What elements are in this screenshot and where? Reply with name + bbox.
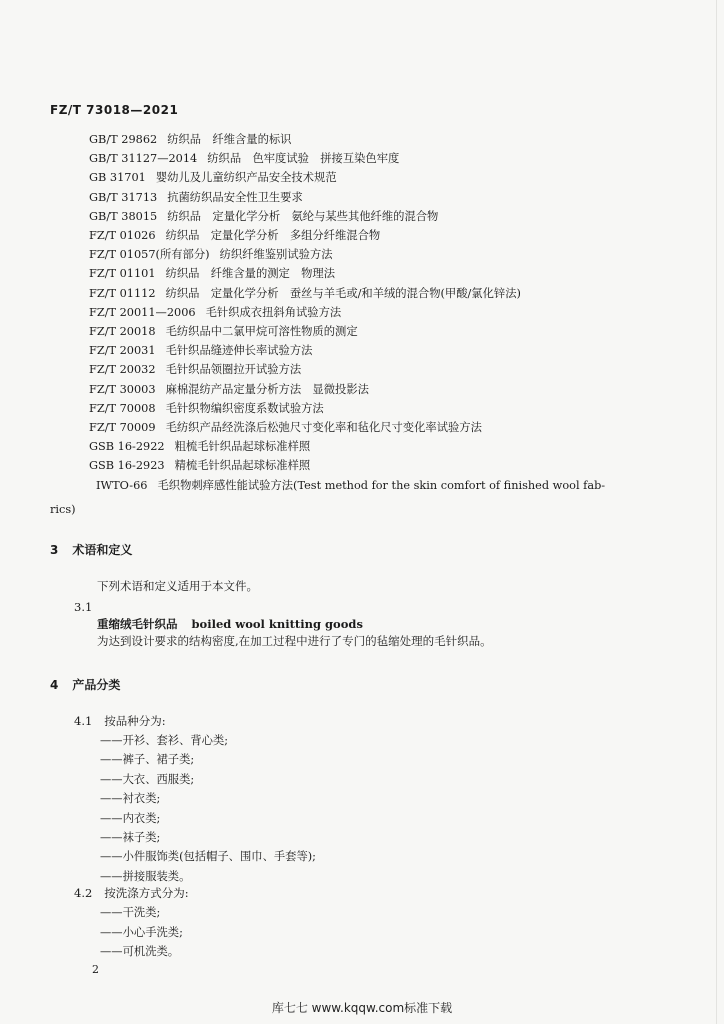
reference-code: FZ/T 01112 (89, 286, 156, 300)
reference-code: IWTO-66 (96, 478, 148, 492)
reference-item (89, 150, 399, 166)
section-title: 产品分类 (72, 678, 121, 692)
reference-title: 毛织物刺痒感性能试验方法(Test method for the skin comfort of finished wool fab- (157, 478, 606, 492)
reference-code: GB/T 31127—2014 (89, 152, 198, 166)
reference-title: 纺织品 色牢度试验 拼接互染色牢度 (207, 152, 400, 166)
reference-item (89, 227, 380, 243)
reference-title: 纺织品 纤维含量的标识 (167, 133, 292, 146)
reference-item (89, 419, 482, 435)
subsection-text: 按洗涤方式分为: (104, 886, 189, 900)
term-english: boiled wool knitting goods (191, 617, 363, 631)
subsection-4-1 (74, 713, 166, 729)
section-number: 4 (50, 678, 59, 692)
category-item: ——裤子、裙子类; (100, 753, 195, 767)
reference-item (89, 189, 303, 205)
reference-title: 毛纺织产品经洗涤后松弛尺寸变化率和毡化尺寸变化率试验方法 (165, 421, 482, 434)
reference-continuation: rics) (50, 503, 76, 516)
reference-code: FZ/T 20031 (89, 344, 156, 358)
term-definition: 为达到设计要求的结构密度,在加工过程中进行了专门的毡缩处理的毛针织品。 (97, 634, 492, 648)
reference-item (89, 457, 310, 473)
reference-code: FZ/T 70008 (89, 401, 156, 415)
reference-title: 毛针织物编织密度系数试验方法 (165, 401, 324, 415)
reference-title: 毛纺织品中二氯甲烷可溶性物质的测定 (165, 325, 358, 338)
reference-item (89, 400, 324, 416)
section-title: 术语和定义 (72, 543, 133, 557)
section-3-heading (50, 541, 132, 558)
category-item: ——可机洗类。 (100, 945, 180, 958)
reference-code: FZ/T 20018 (89, 325, 156, 338)
reference-title: 麻棉混纺产品定量分析方法 显微投影法 (165, 382, 369, 396)
page-number: 2 (92, 963, 99, 976)
reference-title: 婴幼儿及儿童纺织产品安全技术规范 (155, 171, 337, 185)
reference-item (89, 246, 333, 262)
reference-title: 纺织品 定量化学分析 蚕丝与羊毛或/和羊绒的混合物(甲酸/氯化锌法) (165, 286, 521, 300)
reference-item (89, 438, 310, 454)
reference-code: FZ/T 20032 (89, 363, 156, 377)
reference-item (89, 323, 358, 339)
reference-title: 纺织品 纤维含量的测定 物理法 (165, 267, 336, 281)
reference-title: 毛针织成衣扭斜角试验方法 (205, 305, 342, 319)
subsection-number: 4.1 (74, 714, 93, 728)
reference-code: FZ/T 70009 (89, 421, 156, 434)
category-item: ——小件服饰类(包括帽子、围巾、手套等); (100, 850, 316, 864)
subsection-4-2 (74, 885, 189, 901)
reference-code: GB/T 31713 (89, 190, 158, 204)
term-number: 3.1 (74, 600, 93, 614)
reference-title: 毛针织品缝迹伸长率试验方法 (165, 344, 313, 358)
category-item: ——干洗类; (100, 906, 161, 919)
reference-code: GSB 16-2922 (89, 440, 165, 454)
page-edge-line (716, 0, 717, 1024)
reference-code: GB 31701 (89, 171, 146, 185)
category-item: ——袜子类; (100, 831, 161, 844)
reference-code: FZ/T 01101 (89, 267, 156, 281)
reference-item (89, 169, 337, 185)
reference-title: 精梳毛针织品起球标准样照 (174, 459, 311, 473)
terms-intro: 下列术语和定义适用于本文件。 (97, 579, 258, 593)
standard-code-header: FZ/T 73018—2021 (50, 103, 179, 117)
reference-item (89, 208, 438, 224)
reference-item (89, 361, 301, 377)
reference-code: GSB 16-2923 (89, 459, 165, 473)
watermark-footer: 库七七 www.kqqw.com标准下载 (271, 1001, 453, 1015)
reference-code: FZ/T 01057(所有部分) (89, 248, 210, 262)
reference-title: 纺织纤维鉴别试验方法 (219, 248, 333, 262)
category-item: ——大衣、西服类; (100, 772, 195, 786)
reference-title: 粗梳毛针织品起球标准样照 (174, 440, 311, 454)
reference-item (89, 304, 341, 320)
reference-title: 纺织品 定量化学分析 多组分纤维混合物 (165, 229, 381, 242)
section-number: 3 (50, 543, 59, 557)
reference-code: GB/T 38015 (89, 209, 158, 223)
reference-item (96, 477, 605, 493)
reference-code: FZ/T 01026 (89, 229, 156, 242)
reference-item (89, 265, 335, 281)
reference-item (89, 285, 521, 301)
reference-title: 抗菌纺织品安全性卫生要求 (167, 190, 303, 204)
category-item: ——衬衣类; (100, 792, 161, 806)
reference-item (89, 342, 312, 358)
category-item: ——小心手洗类; (100, 925, 183, 939)
reference-code: FZ/T 20011—2006 (89, 305, 196, 319)
term-chinese: 重缩绒毛针织品 (97, 617, 178, 631)
reference-item (89, 131, 291, 147)
section-4-heading (50, 676, 120, 693)
reference-code: GB/T 29862 (89, 133, 158, 146)
reference-code: FZ/T 30003 (89, 382, 156, 396)
subsection-text: 按品种分为: (104, 714, 166, 728)
reference-title: 纺织品 定量化学分析 氨纶与某些其他纤维的混合物 (167, 209, 439, 223)
subsection-number: 4.2 (74, 886, 93, 900)
reference-item (89, 381, 369, 397)
category-item: ——拼接服装类。 (100, 869, 191, 883)
reference-title: 毛针织品领圈拉开试验方法 (165, 363, 302, 377)
category-item: ——内衣类; (100, 811, 161, 825)
term-heading (97, 616, 363, 632)
category-item: ——开衫、套衫、背心类; (100, 734, 229, 747)
